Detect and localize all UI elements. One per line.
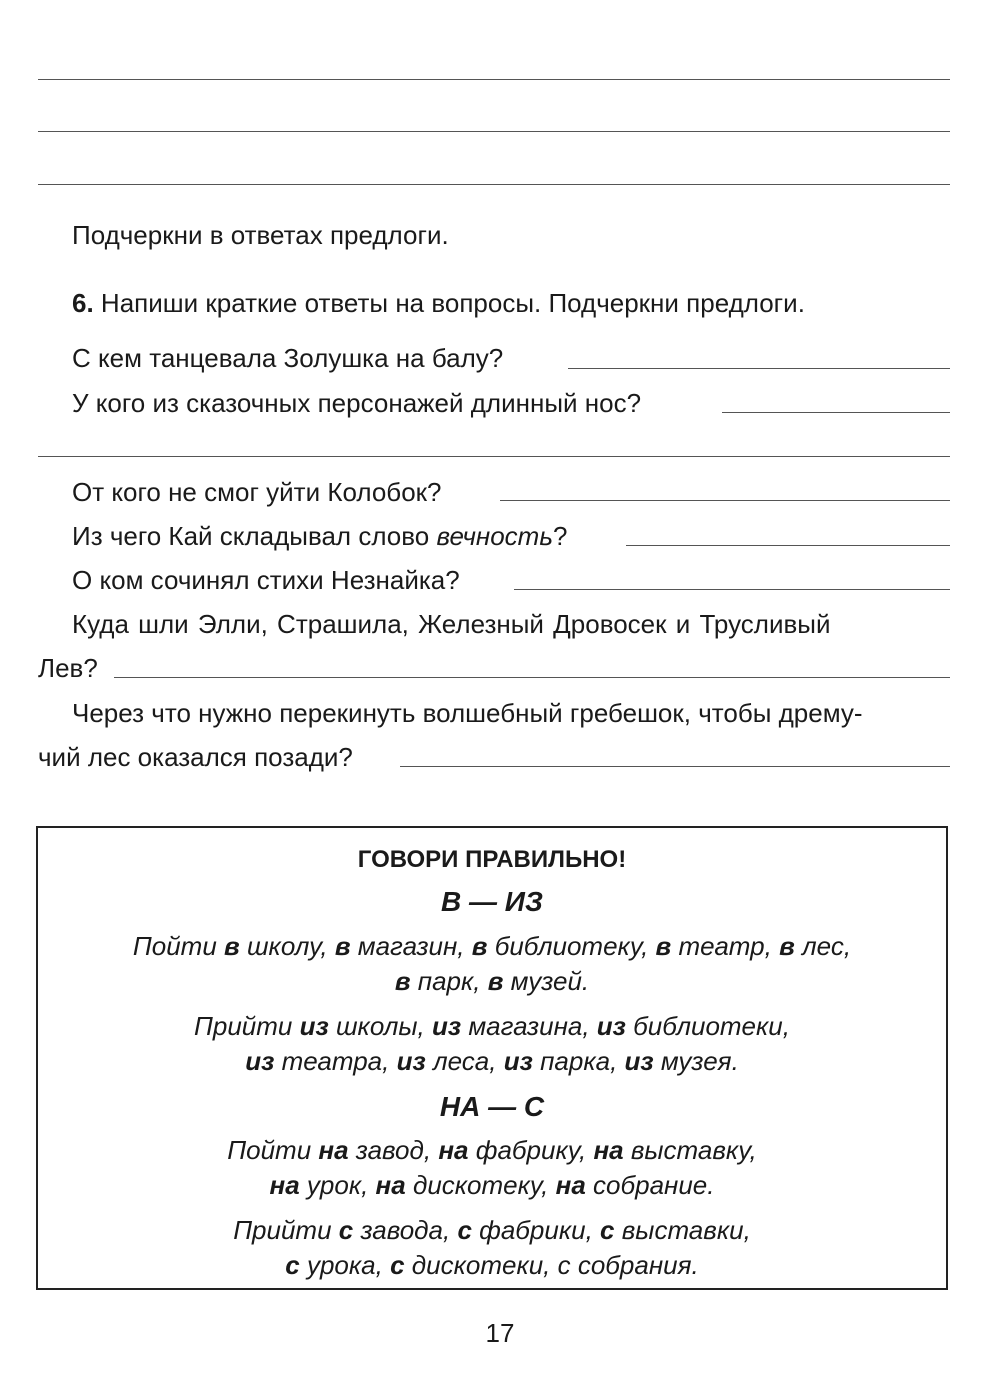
preposition: на	[593, 1135, 624, 1165]
example-line: Пойти на завод, на фабрику, на выставку,	[227, 1135, 757, 1165]
preposition: с	[457, 1215, 472, 1245]
answer-line[interactable]	[114, 677, 950, 678]
preposition: с	[600, 1215, 615, 1245]
answer-line[interactable]	[38, 79, 950, 80]
preposition: на	[375, 1170, 406, 1200]
question-7-line-2: чий лес оказался позади?	[38, 742, 353, 772]
answer-line[interactable]	[626, 545, 950, 546]
task-heading	[72, 288, 805, 318]
pair-v-iz: В — ИЗ	[441, 886, 543, 917]
example-line: Прийти с завода, с фабрики, с выставки,	[233, 1215, 751, 1245]
preposition: из	[245, 1046, 275, 1076]
pair-na-s: НА — С	[439, 1091, 545, 1122]
instruction-text: Подчеркни в ответах предлоги.	[72, 220, 449, 250]
preposition: из	[299, 1011, 329, 1041]
answer-line[interactable]	[722, 412, 950, 413]
answer-line[interactable]	[38, 184, 950, 185]
preposition: в	[224, 931, 240, 961]
box-title: ГОВОРИ ПРАВИЛЬНО!	[357, 846, 627, 873]
preposition: в	[471, 931, 488, 961]
preposition: из	[396, 1046, 426, 1076]
example-line: в парк, в музей.	[394, 966, 590, 996]
question-4-word: вечность	[436, 521, 554, 551]
answer-line[interactable]	[38, 456, 950, 457]
example-line: из театра, из леса, из парка, из музея.	[245, 1046, 739, 1076]
question-1: С кем танцевала Золушка на балу?	[72, 343, 504, 373]
answer-line[interactable]	[500, 500, 950, 501]
preposition: в	[334, 931, 351, 961]
question-2: У кого из сказочных персонажей длинный нос?	[72, 388, 642, 418]
preposition: в	[655, 931, 672, 961]
question-4-text: Из чего Кай складывал слово	[72, 521, 437, 551]
preposition: в	[779, 931, 795, 961]
question-4-mark: ?	[553, 521, 568, 551]
preposition: на	[318, 1135, 349, 1165]
example-line: Прийти из школы, из магазина, из библиотеки,	[194, 1011, 790, 1041]
speak-correctly-box	[36, 826, 948, 1290]
preposition: в	[394, 966, 411, 996]
example-line: Пойти в школу, в магазин, в библиотеку, в театр, в лес,	[132, 931, 852, 961]
question-4	[72, 521, 567, 551]
preposition: в	[487, 966, 504, 996]
preposition: с	[285, 1250, 300, 1280]
preposition: из	[431, 1011, 462, 1041]
answer-line[interactable]	[514, 589, 950, 590]
preposition: из	[503, 1046, 533, 1076]
answer-line[interactable]	[400, 766, 950, 767]
preposition: на	[555, 1170, 586, 1200]
question-6-line-2: Лев?	[38, 653, 98, 683]
preposition: из	[624, 1046, 654, 1076]
question-7-line-1: Через что нужно перекинуть волшебный гребешок, чтобы дрему-	[72, 698, 863, 728]
question-5: О ком сочинял стихи Незнайка?	[72, 565, 460, 595]
question-6-line-1: Куда шли Элли, Страшила, Железный Дровосек и Трусливый	[72, 609, 831, 639]
preposition: на	[269, 1170, 300, 1200]
page-number: 17	[485, 1318, 515, 1348]
preposition: из	[596, 1011, 626, 1041]
question-3: От кого не смог уйти Колобок?	[72, 477, 442, 507]
preposition: с	[390, 1250, 405, 1280]
preposition: с	[338, 1215, 354, 1245]
task-number: 6.	[72, 288, 94, 318]
example-line: с урока, с дискотеки, с собрания.	[285, 1250, 699, 1280]
example-line: на урок, на дискотеку, на собрание.	[269, 1170, 715, 1200]
answer-line[interactable]	[38, 131, 950, 132]
task-text: Напиши краткие ответы на вопросы. Подчеркни предлоги.	[100, 288, 805, 318]
preposition: на	[438, 1135, 469, 1165]
answer-line[interactable]	[568, 368, 950, 369]
